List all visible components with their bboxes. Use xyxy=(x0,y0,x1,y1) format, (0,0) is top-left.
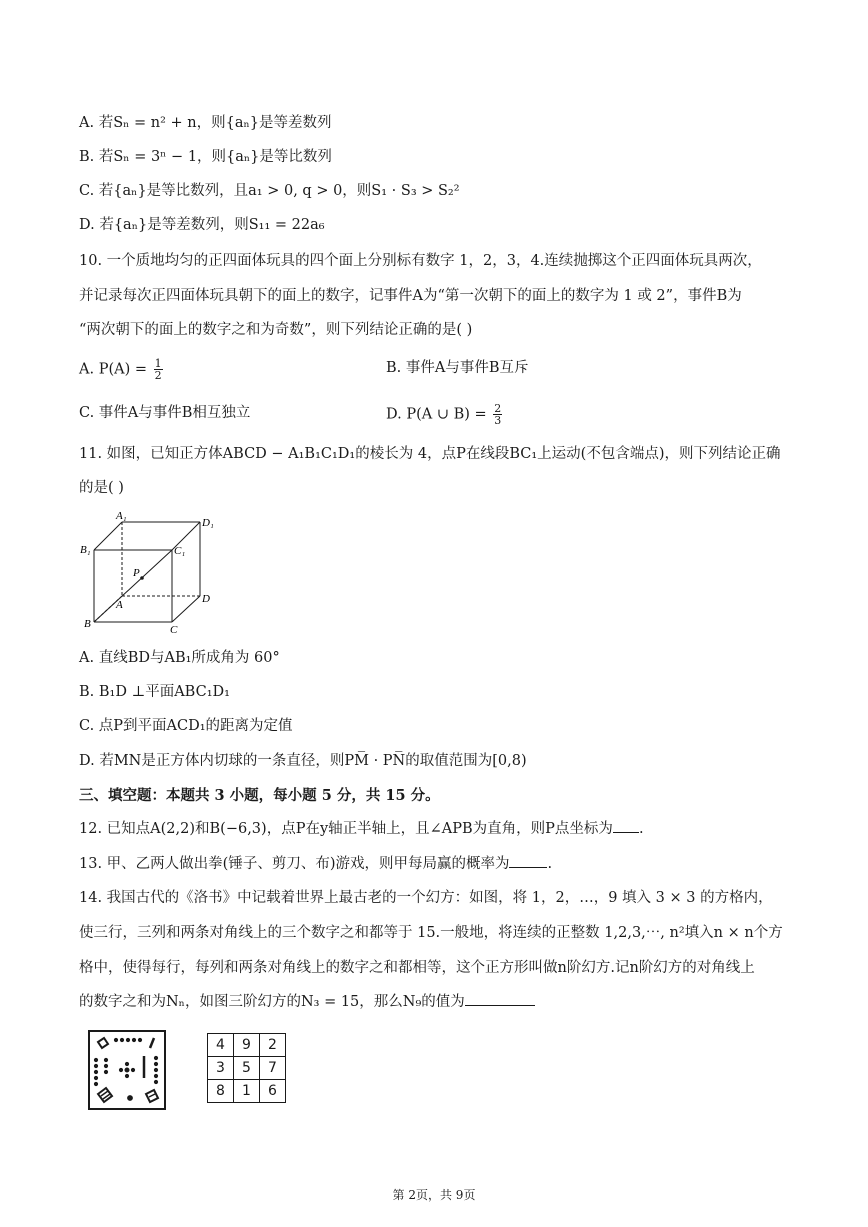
section-heading: 三、填空题：本题共 3 小题，每小题 5 分，共 15 分。 xyxy=(79,787,440,804)
label-c: C xyxy=(170,624,178,636)
label-a1: A₁ xyxy=(116,510,127,522)
q14-stem-line4 xyxy=(79,991,535,1012)
label-d1: D₁ xyxy=(202,517,214,529)
magic-square-row xyxy=(208,1057,286,1080)
label-b1: B₁ xyxy=(80,544,91,556)
q14-text: 的数字之和为Nₙ，如图三阶幻方的N₃ = 15，那么N₉的值为 xyxy=(79,994,465,1010)
q9-option-c: C. 若{aₙ}是等比数列，且a₁ > 0, q > 0，则S₁ · S₃ > S₂² xyxy=(79,183,460,199)
q10-stem-line2: 并记录每次正四面体玩具朝下的面上的数字，记事件A为“第一次朝下的面上的数字为 1 或 2”，事件B为 xyxy=(79,288,742,304)
q9-option-d: D. 若{aₙ}是等差数列，则S₁₁ = 22a₆ xyxy=(79,217,325,233)
q14-stem-line1: 14. 我国古代的《洛书》中记载着世界上最古老的一个幻方：如图，将 1，2，…，9 填入 3 × 3 的方格内， xyxy=(79,890,773,906)
q11-stem-line2: 的是( ) xyxy=(79,480,124,496)
q10-stem-line3: “两次朝下的面上的数字之和为奇数”，则下列结论正确的是( ) xyxy=(79,322,473,338)
cube-figure xyxy=(80,506,220,636)
magic-square-cell: 1 xyxy=(234,1080,260,1103)
magic-square-cell: 7 xyxy=(260,1057,286,1080)
magic-square-cell: 6 xyxy=(260,1080,286,1103)
q10-option-b: B. 事件A与事件B互斥 xyxy=(386,360,529,376)
luoshu-figure xyxy=(88,1030,166,1110)
magic-square-cell: 9 xyxy=(234,1034,260,1057)
q9-option-b: B. 若Sₙ = 3ⁿ − 1，则{aₙ}是等比数列 xyxy=(79,149,332,165)
q10-option-d xyxy=(386,403,502,426)
segment-bc1 xyxy=(94,550,172,622)
page-footer: 第 2页，共 9页 xyxy=(392,1188,476,1202)
magic-square-cell: 4 xyxy=(208,1034,234,1057)
label-a: A xyxy=(116,599,123,611)
q11-option-b: B. B₁D ⊥平面ABC₁D₁ xyxy=(79,684,230,700)
q12: 12. 已知点A(2,2)和B(−6,3)，点P在y轴正半轴上，且∠APB为直角，则P点坐标为 . xyxy=(79,818,644,839)
q11-option-c: C. 点P到平面ACD₁的距离为定值 xyxy=(79,718,293,734)
fraction-numerator: 1 xyxy=(154,357,162,370)
q10-option-a-fraction xyxy=(154,358,163,381)
magic-square-row xyxy=(208,1034,286,1057)
fraction-numerator: 2 xyxy=(494,402,502,415)
q12-text: 12. 已知点A(2,2)和B(−6,3)，点P在y轴正半轴上，且∠APB为直角，则P点坐标为 xyxy=(79,821,613,837)
magic-square-cell: 3 xyxy=(208,1057,234,1080)
label-d: D xyxy=(202,593,210,605)
q13: 13. 甲、乙两人做出拳(锤子、剪刀、布)游戏，则甲每局赢的概率为 . xyxy=(79,853,552,874)
q11-option-a: A. 直线BD与AB₁所成角为 60° xyxy=(79,650,280,666)
q10-option-c: C. 事件A与事件B相互独立 xyxy=(79,405,251,421)
q11-stem-line1: 11. 如图，已知正方体ABCD − A₁B₁C₁D₁的棱长为 4，点P在线段BC₁上运动(不包含端点)，则下列结论正确 xyxy=(79,446,781,462)
label-b: B xyxy=(84,618,91,630)
answer-blank xyxy=(613,818,639,833)
magic-square-cell: 5 xyxy=(234,1057,260,1080)
fraction-denominator: 3 xyxy=(494,414,502,427)
q10-option-d-text: D. P(A ∪ B) = xyxy=(386,406,492,423)
label-p: P xyxy=(133,567,140,579)
answer-blank xyxy=(465,991,535,1006)
edge-b1a1 xyxy=(94,522,122,550)
edge-cd xyxy=(172,596,200,622)
fraction-denominator: 2 xyxy=(154,369,162,382)
luoshu-mark-tl xyxy=(98,1038,108,1048)
answer-blank xyxy=(509,853,547,868)
q10-option-a xyxy=(79,358,163,381)
q9-option-a: A. 若Sₙ = n² + n，则{aₙ}是等差数列 xyxy=(79,115,332,131)
point-p xyxy=(140,576,144,580)
q11-option-d: D. 若MN是正方体内切球的一条直径，则PM̅ · PN̅的取值范围为[0,8) xyxy=(79,753,527,769)
q10-option-d-fraction xyxy=(493,403,502,426)
q14-stem-line2: 使三行，三列和两条对角线上的三个数字之和都等于 15.一般地，将连续的正整数 1,2,3,⋯, n²填入n × n个方 xyxy=(79,925,783,941)
q13-text: 13. 甲、乙两人做出拳(锤子、剪刀、布)游戏，则甲每局赢的概率为 xyxy=(79,856,510,872)
q10-option-a-text: A. P(A) = xyxy=(79,361,152,378)
magic-square-cell: 2 xyxy=(260,1034,286,1057)
magic-square-row xyxy=(208,1080,286,1103)
q10-stem-line1: 10. 一个质地均匀的正四面体玩具的四个面上分别标有数字 1，2，3，4.连续抛掷这个正四面体玩具两次， xyxy=(79,253,762,269)
magic-square-cell: 8 xyxy=(208,1080,234,1103)
magic-square xyxy=(207,1033,286,1103)
q14-stem-line3: 格中，使得每行，每列和两条对角线上的数字之和都相等，这个正方形叫做n阶幻方.记n阶幻方的对角线上 xyxy=(79,960,755,976)
label-c1: C₁ xyxy=(174,545,186,557)
